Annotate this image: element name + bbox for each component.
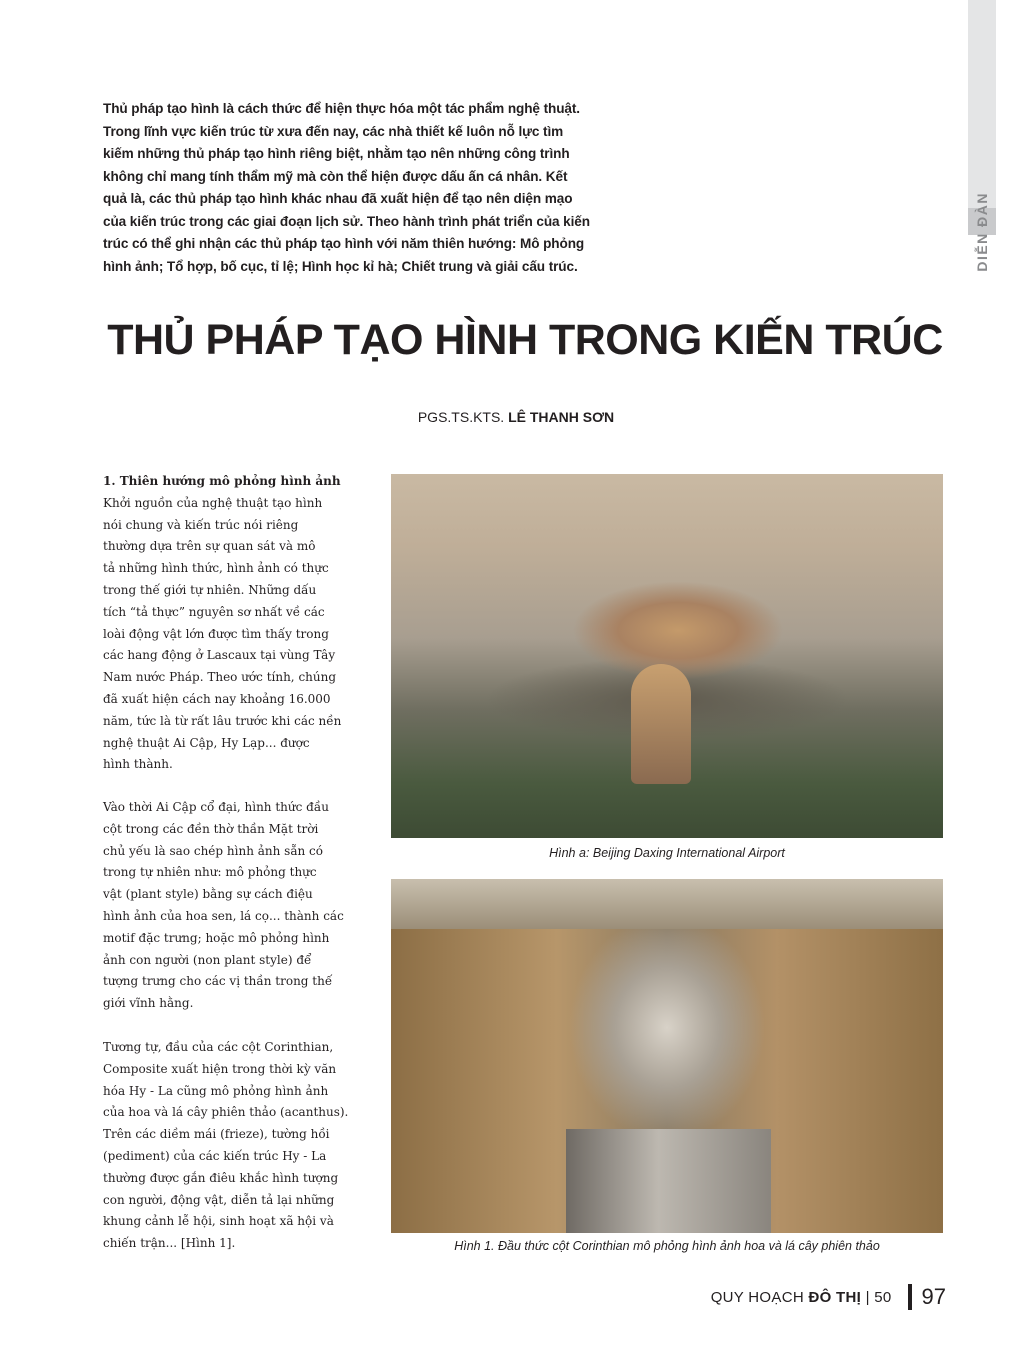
- body-line: tả những hình thức, hình ảnh có thực: [103, 561, 329, 576]
- body-line: nghệ thuật Ai Cập, Hy Lạp... được: [103, 735, 310, 750]
- terminal-shape: [631, 664, 691, 784]
- column-shaft-shape: [566, 1129, 771, 1233]
- body-line: giới vĩnh hằng.: [103, 996, 194, 1011]
- corinthian-capital-photo: [391, 879, 943, 1233]
- paragraph-3: [103, 1037, 383, 1255]
- body-column-para-2: [103, 797, 383, 1015]
- body-line: Tương tự, đầu của các cột Corinthian,: [103, 1040, 334, 1054]
- body-line: hóa Hy - La cũng mô phỏng hình ảnh: [103, 1083, 329, 1098]
- paragraph-2: [103, 797, 383, 1015]
- body-line: (pediment) của các kiến trúc Hy - La: [103, 1148, 327, 1163]
- body-line: hình thành.: [103, 757, 173, 772]
- body-line: hình ảnh của hoa sen, lá cọ... thành các: [103, 908, 344, 923]
- pub-prefix: QUY HOẠCH: [710, 1288, 804, 1306]
- author-title: PGS.TS.KTS.: [417, 409, 505, 425]
- intro-line: Trong lĩnh vực kiến trúc từ xưa đến nay, các nhà thiết kế luôn nỗ lực tìm: [103, 123, 564, 139]
- section-tab-label: [968, 100, 996, 272]
- body-line: con người, động vật, diễn tả lại những: [103, 1192, 335, 1207]
- body-line: loài động vật lớn được tìm thấy trong: [103, 626, 329, 641]
- body-line: motif đặc trưng; hoặc mô phỏng hình: [103, 930, 330, 945]
- intro-line: hình ảnh; Tổ hợp, bố cục, tỉ lệ; Hình học kỉ hà; Chiết trung và giải cấu trúc.: [103, 258, 578, 274]
- figure-a-caption: Hình a: Beijing Daxing International Airport: [549, 846, 785, 860]
- body-line: Nam nước Pháp. Theo ước tính, chúng: [103, 670, 337, 685]
- page-footer: [711, 1284, 946, 1310]
- body-line: trong thế giới tự nhiên. Những dấu: [103, 582, 317, 597]
- intro-line: Thủ pháp tạo hình là cách thức để hiện thực hóa một tác phẩm nghệ thuật.: [103, 101, 580, 116]
- intro-lead: [103, 98, 658, 278]
- body-line: chiến trận... [Hình 1].: [103, 1236, 236, 1251]
- intro-line: trúc có thể ghi nhận các thủ pháp tạo hình với năm thiên hướng: Mô phỏng: [103, 236, 585, 251]
- section-heading: 1. Thiên hướng mô phỏng hình ảnh: [103, 474, 341, 488]
- intro-line: của kiến trúc trong các giai đoạn lịch sử. Theo hành trình phát triển của kiến: [103, 213, 590, 229]
- body-line: cột trong các đền thờ thần Mặt trời: [103, 821, 319, 836]
- body-line: đã xuất hiện cách nay khoảng 16.000: [103, 691, 331, 706]
- figure-1-caption: Hình 1. Đầu thức cột Corinthian mô phỏng hình ảnh hoa và lá cây phiên thảo: [454, 1239, 880, 1253]
- publication-name: [711, 1289, 892, 1306]
- body-line: tượng trưng cho các vị thần trong thế: [103, 974, 333, 989]
- body-line: của hoa và lá cây phiên thảo (acanthus).: [103, 1105, 349, 1120]
- body-line: Trên các diềm mái (frieze), tường hồi: [103, 1127, 330, 1142]
- body-line: thường dựa trên sự quan sát và mô: [103, 539, 316, 554]
- cornice-shape: [391, 879, 943, 929]
- body-line: các hang động ở Lascaux tại vùng Tây: [103, 648, 336, 663]
- page-number: 97: [921, 1284, 946, 1309]
- body-line: Khởi nguồn của nghệ thuật tạo hình: [103, 495, 323, 510]
- paragraph-1: [103, 493, 383, 776]
- body-line: nói chung và kiến trúc nói riêng: [103, 517, 299, 532]
- body-line: thường được gắn điêu khắc hình tượng: [103, 1170, 339, 1185]
- article-title: THỦ PHÁP TẠO HÌNH TRONG KIẾN TRÚC: [107, 316, 943, 364]
- section-tab-text: DIỄN ĐÀN: [974, 192, 990, 272]
- body-line: năm, tức là từ rất lâu trước khi các nền: [103, 713, 342, 728]
- author-name: LÊ THANH SƠN: [508, 409, 615, 425]
- footer-divider: [908, 1284, 912, 1310]
- body-line: tích “tả thực” nguyên sơ nhất về các: [103, 604, 325, 619]
- body-line: Vào thời Ai Cập cổ đại, hình thức đầu: [103, 800, 329, 814]
- body-line: Composite xuất hiện trong thời kỳ văn: [103, 1061, 337, 1076]
- body-column-para-1: [103, 471, 383, 776]
- body-line: ảnh con người (non plant style) để: [103, 952, 312, 967]
- author-byline: [0, 409, 1032, 425]
- intro-line: không chỉ mang tính thẩm mỹ mà còn thể hiện được dấu ấn cá nhân. Kết: [103, 168, 568, 184]
- issue-number: | 50: [865, 1288, 892, 1306]
- body-line: trong tự nhiên như: mô phỏng thực: [103, 865, 317, 880]
- intro-line: kiếm những thủ pháp tạo hình riêng biệt, nhằm tạo nên những công trình: [103, 146, 570, 161]
- body-column-para-3: [103, 1037, 383, 1255]
- body-line: chủ yếu là sao chép hình ảnh sẵn có: [103, 843, 323, 858]
- pub-bold: ĐÔ THỊ: [808, 1288, 862, 1306]
- intro-line: quả là, các thủ pháp tạo hình khác nhau đã xuất hiện để tạo nên diện mạo: [103, 191, 573, 206]
- body-line: vật (plant style) bằng sự cách điệu: [103, 887, 313, 902]
- airport-photo: [391, 474, 943, 838]
- body-line: khung cảnh lễ hội, sinh hoạt xã hội và: [103, 1214, 334, 1229]
